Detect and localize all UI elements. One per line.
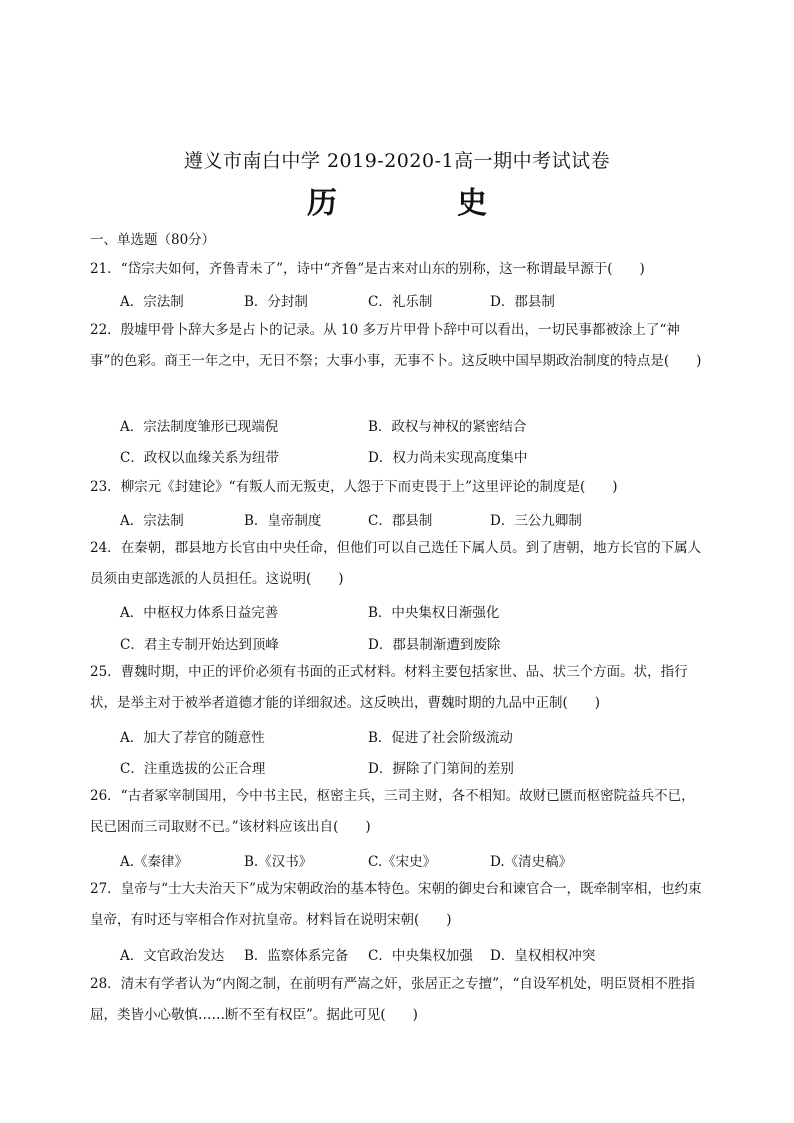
question-26 bbox=[90, 781, 702, 843]
question-number: 26． bbox=[90, 788, 121, 804]
question-text: “古者冢宰制国用，今中书主民，枢密主兵，三司主财，各不相知。故财已匮而枢密院益兵不已，民已困而三司取财不已。”该材料应该出自( ) bbox=[90, 788, 695, 835]
question-number: 22． bbox=[90, 322, 121, 338]
option-a: A．加大了荐官的随意性 bbox=[120, 730, 265, 746]
question-number: 21． bbox=[90, 261, 121, 277]
question-text: 清末有学者认为“内阁之制，在前明有严嵩之奸，张居正之专擅”，“自设军机处，明臣贤相不胜指屈，类皆小心敬慎……断不至有权臣”。据此可见( ) bbox=[90, 976, 695, 1023]
option-c: C．注重选拔的公正合理 bbox=[120, 761, 266, 777]
option-d: D．郡县制 bbox=[490, 294, 555, 310]
option-d: D．三公九卿制 bbox=[490, 513, 582, 529]
option-d: D．摒除了门第间的差别 bbox=[368, 761, 514, 777]
option-b: B．中央集权日渐强化 bbox=[368, 605, 500, 621]
option-b: B．监察体系完备 bbox=[244, 948, 349, 964]
option-d: D.《清史稿》 bbox=[490, 854, 573, 870]
option-a: A．宗法制 bbox=[120, 513, 184, 529]
option-a: A.《秦律》 bbox=[120, 854, 189, 870]
subject-char-left: 历 bbox=[307, 186, 337, 221]
option-b: B.《汉书》 bbox=[244, 854, 313, 870]
question-text: 皇帝与“士大夫治天下”成为宋朝政治的基本特色。宋朝的御史台和谏官合一，既牵制宰相，也约束皇帝，有时还与宰相合作对抗皇帝。材料旨在说明宋朝( ) bbox=[90, 881, 702, 928]
question-27 bbox=[90, 874, 702, 936]
question-text: 在秦朝，郡县地方长官由中央任命，但他们可以自己选任下属人员。到了唐朝，地方长官的下属人员须由吏部选派的人员担任。这说明( ) bbox=[90, 540, 702, 587]
option-a: A．宗法制度雏形已现端倪 bbox=[120, 419, 279, 435]
exam-title: 遵义市南白中学 2019-2020-1高一期中考试试卷 bbox=[183, 150, 611, 172]
option-b: B．分封制 bbox=[244, 294, 308, 310]
option-c: C．中央集权加强 bbox=[368, 948, 473, 964]
option-c: C．郡县制 bbox=[368, 513, 433, 529]
option-c: C．礼乐制 bbox=[368, 294, 433, 310]
question-text: “岱宗夫如何，齐鲁青未了”，诗中“齐鲁”是古来对山东的别称，这一称谓最早源于( ) bbox=[120, 261, 645, 277]
question-text: 曹魏时期，中正的评价必须有书面的正式材料。材料主要包括家世、品、状三个方面。状，指行状，是举主对于被举者道德才能的详细叙述。这反映出，曹魏时期的九品中正制( ) bbox=[90, 664, 688, 711]
question-number: 23． bbox=[90, 479, 121, 495]
option-d: D．皇权相权冲突 bbox=[490, 948, 596, 964]
option-b: B．促进了社会阶级流动 bbox=[368, 730, 513, 746]
option-b: B．政权与神权的紧密结合 bbox=[368, 419, 527, 435]
option-c: C.《宋史》 bbox=[368, 854, 437, 870]
question-text: 殷墟甲骨卜辞大多是占卜的记录。从 10 多万片甲骨卜辞中可以看出，一切民事都被涂上了“神事”的色彩。商王一年之中，无日不祭；大事小事，无事不卜。这反映中国早期政治制度的特点是( ) bbox=[90, 322, 702, 369]
question-number: 25． bbox=[90, 664, 121, 680]
question-number: 27． bbox=[90, 881, 121, 897]
option-c: C．政权以血缘关系为纽带 bbox=[120, 450, 279, 466]
subject-title bbox=[0, 178, 794, 222]
subject-char-right: 史 bbox=[457, 186, 487, 221]
question-22 bbox=[90, 315, 702, 377]
option-a: A．中枢权力体系日益完善 bbox=[120, 605, 279, 621]
option-b: B．皇帝制度 bbox=[244, 513, 322, 529]
question-21 bbox=[90, 254, 702, 285]
option-d: D．权力尚未实现高度集中 bbox=[368, 450, 528, 466]
option-a: A．宗法制 bbox=[120, 294, 184, 310]
option-d: D．郡县制渐遭到废除 bbox=[368, 637, 501, 653]
question-25 bbox=[90, 657, 702, 719]
question-number: 24． bbox=[90, 540, 121, 556]
question-28 bbox=[90, 969, 702, 1031]
option-c: C．君主专制开始达到顶峰 bbox=[120, 637, 279, 653]
option-a: A．文官政治发达 bbox=[120, 948, 225, 964]
section-heading: 一、单选题（80分） bbox=[90, 232, 216, 248]
question-text: 柳宗元《封建论》“有叛人而无叛吏，人怨于下而吏畏于上”这里评论的制度是( ) bbox=[120, 479, 618, 495]
question-24 bbox=[90, 533, 702, 595]
question-23 bbox=[90, 472, 702, 503]
question-number: 28． bbox=[90, 976, 121, 992]
